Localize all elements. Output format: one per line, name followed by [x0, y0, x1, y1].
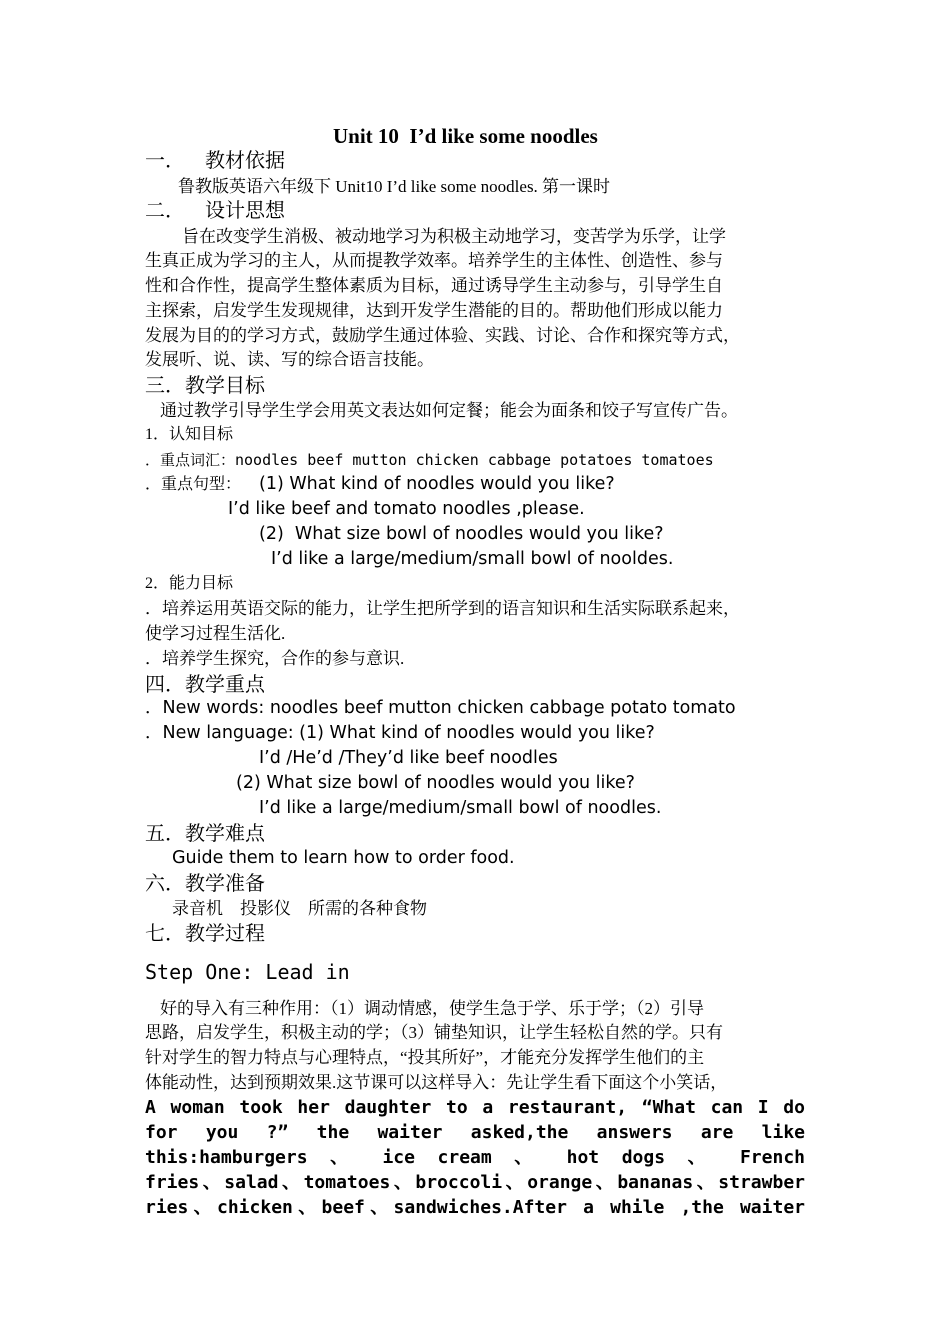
ability-goal-line: 使学习过程生活化. [145, 624, 286, 643]
difficulties-text: Guide them to learn how to order food. [172, 848, 515, 868]
new-language-line: (2) What size bowl of noodles would you like? [236, 773, 635, 793]
lead-in-line: 思路，启发学生，积极主动的学；（3）铺垫知识，让学生轻松自然的学。只有 [145, 1023, 723, 1042]
answer-2: I’d like a large/medium/small bowl of nooldes. [271, 549, 674, 569]
question-2: (2) What size bowl of noodles would you like? [259, 524, 664, 544]
design-line: 性和合作性，提高学生整体素质为目标，通过诱导学生主动参与，引导学生自 [145, 276, 723, 295]
new-language-line: I’d /He’d /They’d like beef noodles [259, 748, 558, 768]
joke-line: ries、chicken、beef、sandwiches.After a while ,the waiter [145, 1197, 805, 1218]
step-one-heading: Step One: Lead in [145, 960, 350, 984]
section-heading-process: 七．教学过程 [145, 923, 265, 945]
objectives-intro: 通过教学引导学生学会用英文表达如何定餐；能会为面条和饺子写宣传广告。 [160, 401, 738, 420]
section-heading-objectives: 三．教学目标 [145, 375, 265, 397]
lead-in-line: 好的导入有三种作用：（1）调动情感，使学生急于学、乐于学；（2）引导 [160, 999, 704, 1018]
design-line: 发展听、说、读、写的综合语言技能。 [145, 350, 434, 369]
design-line: 旨在改变学生消极、被动地学习为积极主动地学习，变苦学为乐学，让学 [182, 227, 726, 246]
key-vocabulary: ．重点词汇：noodles beef mutton chicken cabbage potatoes tomatoes [145, 451, 714, 469]
ability-goal-line: ．培养运用英语交际的能力，让学生把所学到的语言知识和生活实际联系起来， [145, 599, 740, 618]
design-line: 生真正成为学习的主人，从而提教学效率。培养学生的主体性、创造性、参与 [145, 251, 723, 270]
cognitive-goal-heading: 1．认知目标 [145, 426, 234, 443]
document-title: Unit 10 I’d like some noodles [333, 124, 598, 148]
ability-goal-heading: 2．能力目标 [145, 575, 234, 592]
joke-line: fries、salad、tomatoes、broccoli、orange、bananas、strawber [145, 1172, 805, 1193]
section-heading-difficulties: 五．教学难点 [145, 823, 265, 845]
joke-line: this:hamburgers 、 ice cream 、 hot dogs 、 French [145, 1147, 805, 1168]
preparation-text: 录音机 投影仪 所需的各种食物 [172, 899, 427, 918]
joke-line: A woman took her daughter to a restaurant, “What can I do [145, 1097, 805, 1118]
ability-goal-line: ．培养学生探究，合作的参与意识. [145, 649, 405, 668]
new-words: ．New words: noodles beef mutton chicken cabbage potato tomato [145, 698, 736, 718]
new-language-line: I’d like a large/medium/small bowl of noodles. [259, 798, 662, 818]
question-1: (1) What kind of noodles would you like? [259, 474, 615, 494]
design-line: 发展为目的的学习方式，鼓励学生通过体验、实践、讨论、合作和探究等方式， [145, 326, 740, 345]
lead-in-line: 体能动性，达到预期效果.这节课可以这样导入：先让学生看下面这个小笑话， [145, 1073, 728, 1092]
section-heading-materials: 一． 教材依据 [145, 150, 285, 172]
answer-1: I’d like beef and tomato noodles ,please. [228, 499, 585, 519]
new-language: ．New language: (1) What kind of noodles would you like? [145, 723, 655, 743]
section-heading-design: 二． 设计思想 [145, 200, 285, 222]
section-heading-preparation: 六．教学准备 [145, 873, 265, 895]
joke-line: for you ?” the waiter asked,the answers are like [145, 1122, 805, 1143]
materials-text: 鲁教版英语六年级下 Unit10 I’d like some noodles. 第一课时 [178, 177, 611, 196]
key-sentences-label: ．重点句型： [145, 476, 242, 493]
section-heading-key-points: 四．教学重点 [145, 674, 265, 696]
design-line: 主探索，启发学生发现规律，达到开发学生潜能的目的。帮助他们形成以能力 [145, 301, 723, 320]
lead-in-line: 针对学生的智力特点与心理特点，“投其所好”，才能充分发挥学生他们的主 [145, 1048, 705, 1067]
